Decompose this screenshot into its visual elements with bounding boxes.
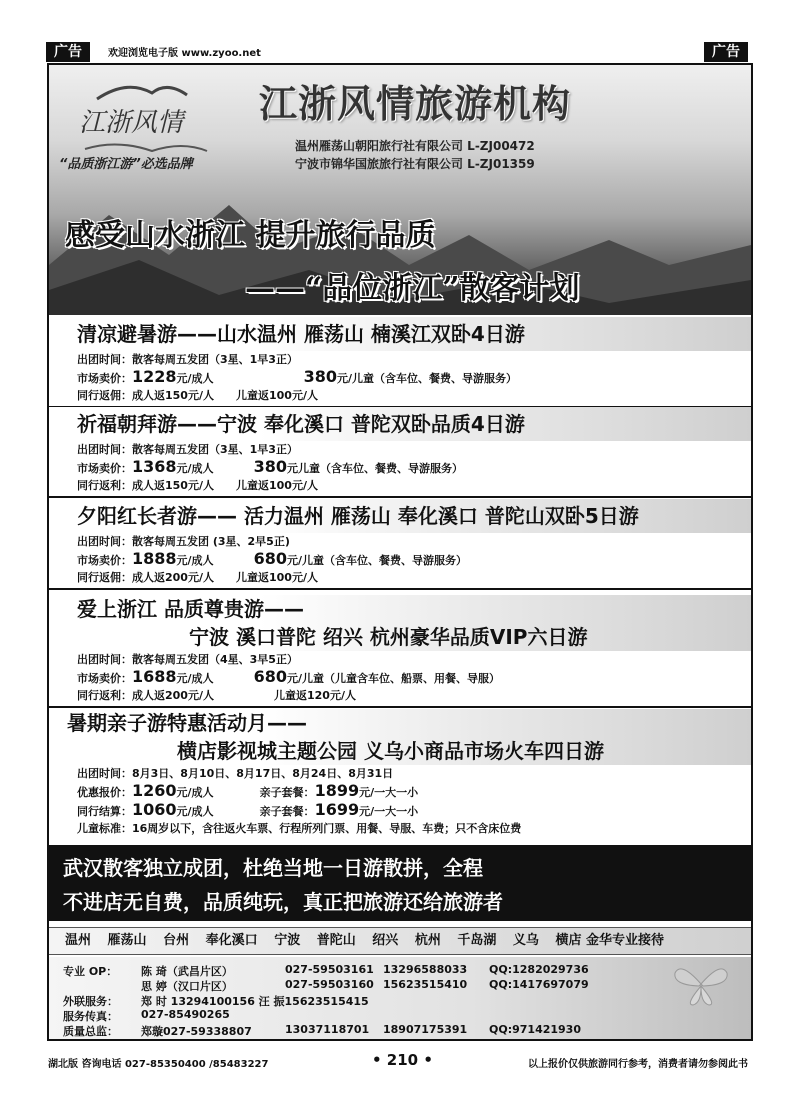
summer-special-section [49, 709, 751, 837]
qa-mobile-2: 18907175391 [383, 1023, 468, 1036]
license-line-2: 宁波市锦华国旅旅行社有限公司 L-ZJ01359 [295, 157, 535, 171]
op2-qq: QQ:1417697079 [489, 978, 589, 991]
city-item: 宁波 [274, 933, 301, 948]
city-list [49, 927, 753, 955]
hero-banner [49, 65, 751, 315]
brand-title: 江浙风情旅游机构 [259, 81, 572, 126]
op1-qq: QQ:1282029736 [489, 963, 589, 976]
logo-text: 江浙风情 [79, 108, 184, 138]
promo-banner [49, 845, 751, 921]
city-item: 奉化溪口 [205, 933, 258, 948]
tour-subtitle: 宁波 溪口普陀 绍兴 杭州豪华品质VIP六日游 [49, 623, 751, 651]
offer-row: 优惠报价：1260元/成人 亲子套餐：1899元/一大一小 [77, 781, 419, 800]
footer-left: 湖北版 咨询电话 027-85350400 /85483227 [48, 1059, 269, 1070]
rebate-row: 同行返利：成人返150元/人 儿童返100元/人 [77, 479, 318, 492]
city-item: 横店 [555, 933, 582, 948]
depart-row: 出团时间：散客每周五发团 (3星、2早5正) [77, 535, 290, 548]
ad-label-left: 广告 [46, 42, 90, 62]
divider [49, 706, 751, 708]
tour-title: 祈福朝拜游——宁波 奉化溪口 普陀双卧品质4日游 [49, 407, 751, 441]
depart-row: 出团时间：散客每周五发团（3星、1早3正） [77, 443, 298, 456]
qa-label: 质量总监： [63, 1025, 118, 1038]
contact-block [49, 957, 751, 1039]
ext-value: 郑 时 13294100156 汪 振15623515415 [141, 995, 369, 1008]
ad-label-right: 广告 [704, 42, 748, 62]
headline-1: 感受山水浙江 提升旅行品质 [65, 218, 436, 253]
city-item: 雁荡山 [107, 933, 147, 948]
qa-qq: QQ:971421930 [489, 1023, 581, 1036]
tour-section-4 [49, 595, 751, 708]
op1-name: 陈 琦（武昌片区） [141, 965, 233, 978]
rebate-row: 同行返佣：成人返150元/人 儿童返100元/人 [77, 389, 318, 402]
city-item: 金华专业接待 [586, 933, 665, 948]
city-item: 温州 [65, 933, 92, 948]
banner-line-2: 不进店无自费，品质纯玩，真正把旅游还给旅游者 [63, 890, 503, 914]
op2-name: 思 婷（汉口片区） [141, 980, 233, 993]
city-item: 普陀山 [316, 933, 356, 948]
tour-section-2 [49, 407, 751, 498]
settle-row: 同行结算：1060元/成人 亲子套餐：1699元/一大一小 [77, 800, 419, 819]
op2-mobile: 15623515410 [383, 978, 468, 991]
price-row: 市场卖价：1228元/成人 380元/儿童（含车位、餐费、导游服务） [77, 367, 517, 386]
price-row: 市场卖价：1688元/成人 680元/儿童（儿童含车位、船票、用餐、导服） [77, 667, 500, 686]
tour-title: 清凉避暑游——山水温州 雁荡山 楠溪江双卧4日游 [49, 317, 751, 351]
fax-value: 027-85490265 [141, 1008, 230, 1021]
divider [49, 588, 751, 590]
divider [49, 496, 751, 498]
summer-subtitle: 横店影视城主题公园 义乌小商品市场火车四日游 [49, 737, 751, 765]
qa-value: 郑璇027-59338807 [141, 1025, 252, 1038]
qa-mobile-1: 13037118701 [285, 1023, 370, 1036]
summer-title: 暑期亲子游特惠活动月—— [49, 709, 751, 737]
brand-slogan: “品质浙江游”必选品牌 [59, 157, 193, 172]
advertisement-frame [47, 63, 753, 1041]
price-row: 市场卖价：1888元/成人 680元/儿童（含车位、餐费、导游服务） [77, 549, 467, 568]
city-item: 千岛湖 [457, 933, 497, 948]
city-item: 义乌 [512, 933, 539, 948]
rebate-row: 同行返利：成人返200元/人 儿童返120元/人 [77, 689, 356, 702]
ext-label: 外联服务： [63, 995, 118, 1008]
depart-row: 出团时间：8月3日、8月10日、8月17日、8月24日、8月31日 [77, 767, 394, 780]
butterfly-icon [671, 959, 731, 1009]
depart-row: 出团时间：散客每周五发团（3星、1早3正） [77, 353, 298, 366]
op2-tel: 027-59503160 [285, 978, 374, 991]
tour-section-1 [49, 317, 751, 408]
depart-row: 出团时间：散客每周五发团（4星、3早5正） [77, 653, 298, 666]
op1-tel: 027-59503161 [285, 963, 374, 976]
tour-section-3 [49, 499, 751, 590]
footer-right: 以上报价仅供旅游同行参考，消费者请勿参阅此书 [528, 1059, 748, 1070]
fax-label: 服务传真： [63, 1010, 118, 1023]
op-label: 专业 OP： [63, 965, 118, 978]
city-item: 台州 [163, 933, 190, 948]
headline-2: ——“品位浙江”散客计划 [245, 271, 580, 306]
op1-mobile: 13296588033 [383, 963, 468, 976]
rebate-row: 同行返佣：成人返200元/人 儿童返100元/人 [77, 571, 318, 584]
banner-line-1: 武汉散客独立成团，杜绝当地一日游散拼，全程 [63, 856, 483, 880]
license-line-1: 温州雁荡山朝阳旅行社有限公司 L-ZJ00472 [295, 139, 535, 153]
child-standard-row: 儿童标准：16周岁以下，含往返火车票、行程所列门票、用餐、导服、车费；只不含床位费 [77, 822, 522, 835]
top-url-text: 欢迎浏览电子版 www.zyoo.net [108, 48, 261, 59]
price-row: 市场卖价：1368元/成人 380元儿童（含车位、餐费、导游服务） [77, 457, 463, 476]
city-item: 杭州 [414, 933, 441, 948]
page-number: • 210 • [372, 1051, 433, 1069]
city-item: 绍兴 [372, 933, 399, 948]
tour-title: 夕阳红长者游—— 活力温州 雁荡山 奉化溪口 普陀山双卧5日游 [49, 499, 751, 533]
tour-title: 爱上浙江 品质尊贵游—— [49, 595, 751, 623]
